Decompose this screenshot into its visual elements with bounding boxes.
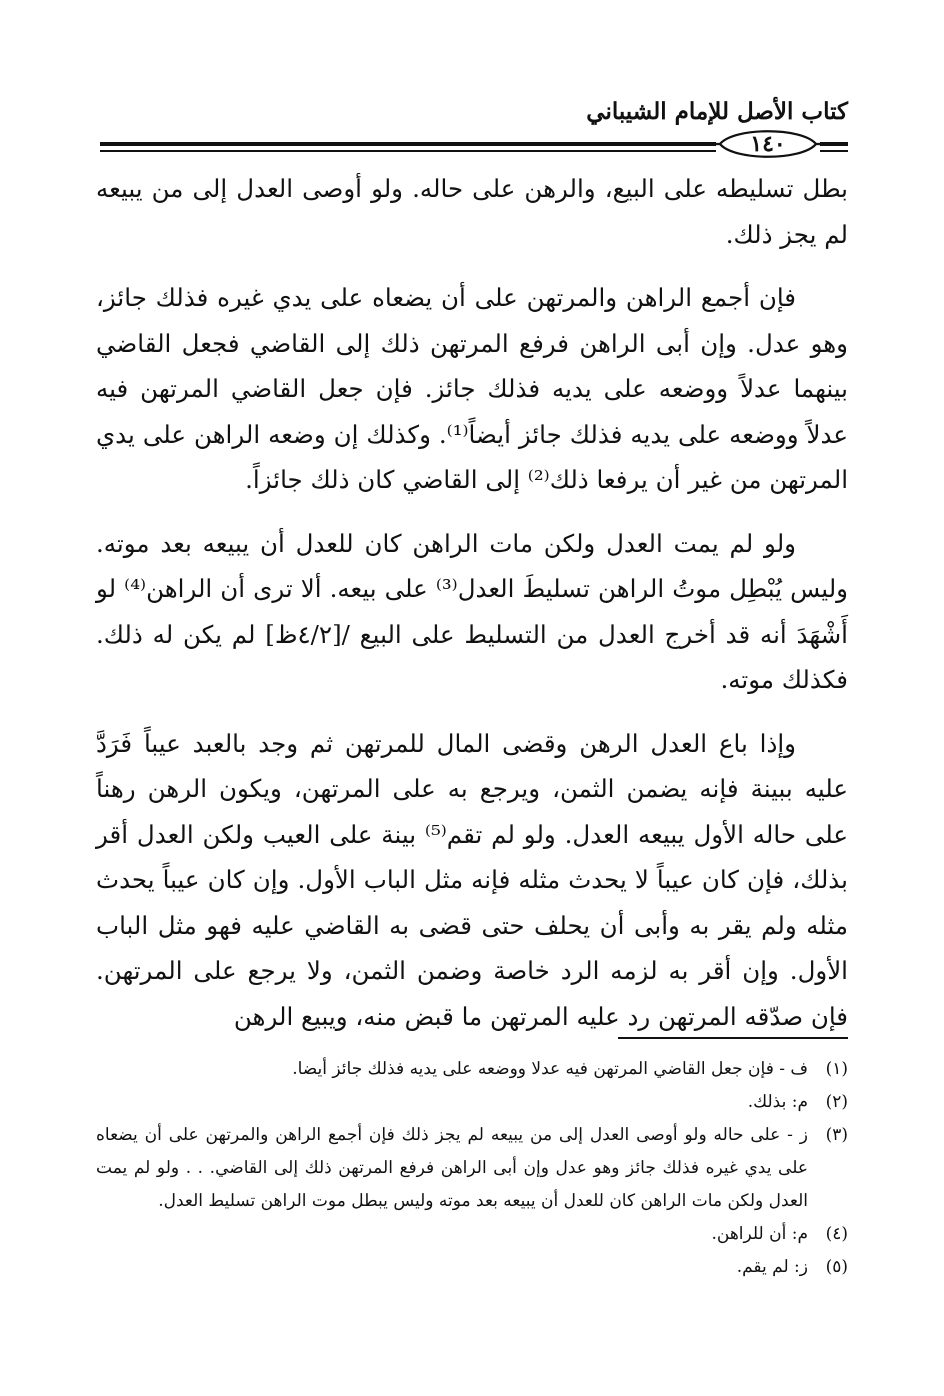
running-title: كتاب الأصل للإمام الشيباني — [586, 98, 848, 125]
footnote — [96, 1086, 848, 1119]
header-rule-thin — [100, 150, 716, 152]
footnote-number: (٣) — [825, 1125, 848, 1145]
footnotes — [96, 1053, 848, 1284]
footnote-text: ف - فإن جعل القاضي المرتهن فيه عدلا ووضعه على يديه فذلك جائز أيضا. — [292, 1059, 808, 1079]
footnote — [96, 1053, 848, 1086]
paragraph: فإن أجمع الراهن والمرتهن على أن يضعاه على يدي غيره فذلك جائز، وهو عدل. وإن أبى الراهن فرفع المرتهن ذلك إلى القاضي فجعل القاضي بينهما عدلاً ووضعه على يديه فذلك جائز. فإن جعل القاضي المرتهن فيه عدلاً ووضعه على يديه فذلك جائز أيضاً⁽¹⁾. وكذلك إن وضعه الراهن على يدي المرتهن من غير أن يرفعا ذلك⁽²⁾ إلى القاضي كان ذلك جائزاً. — [96, 283, 849, 494]
paragraph: بطل تسليطه على البيع، والرهن على حاله. ولو أوصى العدل إلى من يبيعه لم يجز ذلك. — [96, 174, 848, 249]
header-rule — [100, 142, 716, 146]
footnote-separator — [618, 1037, 848, 1039]
page-number: ١٤٠ — [750, 131, 786, 157]
footnote-number: (٤) — [825, 1224, 848, 1244]
main-text — [96, 166, 848, 1057]
footnote-text: ز - على حاله ولو أوصى العدل إلى من يبيعه لم يجز ذلك فإن أجمع الراهن والمرتهن على أن يضعاه على يدي غيره فذلك جائز وهو عدل وإن أبى الراهن فرفع المرتهن ذلك إلى القاضي. . . ولو لم يمت العدل ولكن مات الراهن كان للعدل أن يبيعه بعد موته وليس يبطل موت الراهن تسليط العدل. — [96, 1125, 808, 1211]
paragraph: وإذا باع العدل الرهن وقضى المال للمرتهن ثم وجد بالعبد عيباً فَرَدَّ عليه ببينة فإنه يضمن الثمن، ويرجع به على المرتهن، ويكون الرهن رهناً على حاله الأول يبيعه العدل. ولو لم تقم⁽⁵⁾ بينة على العيب ولكن العدل أقر بذلك، فإن كان عيباً لا يحدث مثله فإنه مثل الباب الأول. وإن كان عيباً يحدث مثله ولم يقر به وأبى أن يحلف حتى قضى به القاضي عليه فهو مثل الباب الأول. وإن أقر به لزمه الرد خاصة وضمن الثمن، ولا يرجع على المرتهن. فإن صدّقه المرتهن رد عليه المرتهن ما قبض منه، ويبيع الرهن — [96, 728, 848, 1031]
header-rule-right — [820, 142, 848, 146]
footnote-text: م: أن للراهن. — [711, 1224, 808, 1244]
footnote — [96, 1251, 848, 1284]
footnote — [96, 1218, 848, 1251]
footnote-text: ز: لم يقم. — [736, 1257, 808, 1277]
footnote-number: (٢) — [825, 1092, 848, 1112]
footnote — [96, 1119, 848, 1218]
footnote-text: م: بذلك. — [747, 1092, 808, 1112]
header-rule-right-thin — [820, 150, 848, 152]
footnote-number: (١) — [825, 1059, 848, 1079]
paragraph: ولو لم يمت العدل ولكن مات الراهن كان للعدل أن يبيعه بعد موته. وليس يُبْطِل موتُ الراهن تسليطَ العدل⁽³⁾ على بيعه. ألا ترى أن الراهن⁽⁴⁾ لو أَشْهَدَ أنه قد أخرج العدل من التسليط على البيع /[٤/٢ظ] لم يكن له ذلك. فكذلك موته. — [96, 528, 849, 694]
footnote-number: (٥) — [825, 1257, 848, 1277]
